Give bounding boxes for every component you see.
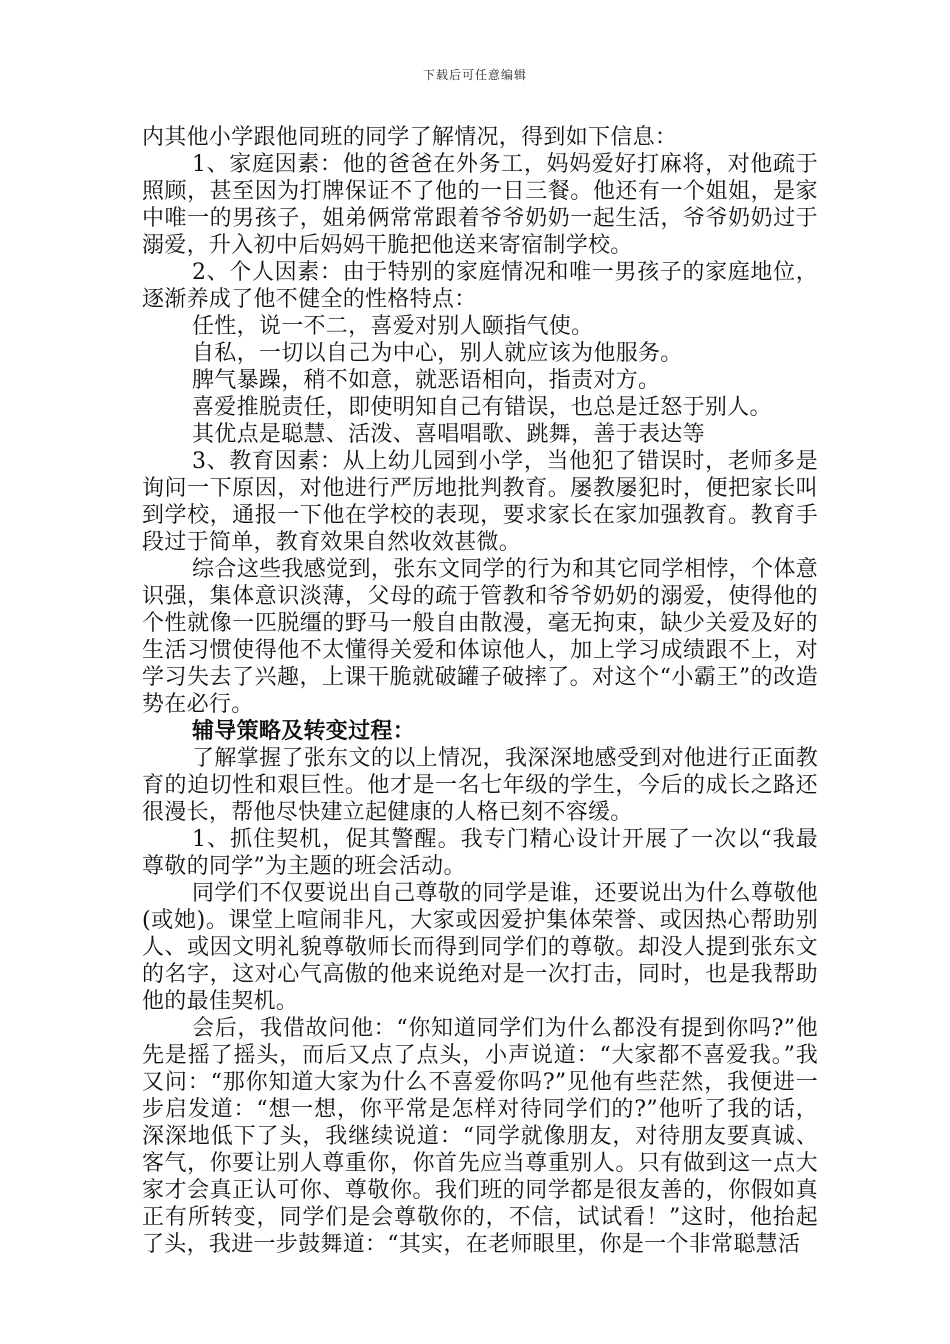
page-header: 下载后可任意编辑 [422,68,527,82]
paragraph: 会后，我借故问他：“你知道同学们为什么都没有提到你吗?”他先是摇了摇头，而后又点了点头，小声说道：“大家都不喜爱我。”我又问：“那你知道大家为什么不喜爱你吗?”见他有些茫然，我便进一步启发道：“想一想，你平常是怎样对待同学们的?”他听了我的话，深深地低下了头，我继续说道：“同学就像朋友，对待朋友要真诚、客气，你要让别人尊重你，你首先应当尊重别人。只有做到这一点大家才会真正认可你、尊敬你。我们班的同学都是很友善的，你假如真正有所转变，同学们是会尊敬你的，不信，试试看！”这时，他抬起了头，我进一步鼓舞道：“其实，在老师眼里，你是一个非常聪慧活 [142,1016,818,1257]
paragraph: 任性，说一不二，喜爱对别人颐指气使。 [192,314,594,339]
paragraph: 自私，一切以自己为中心，别人就应该为他服务。 [192,341,683,366]
paragraph: 内其他小学跟他同班的同学了解情况，得到如下信息： [142,125,678,150]
paragraph: 其优点是聪慧、活泼、喜唱唱歌、跳舞，善于表达等 [192,422,705,447]
paragraph: 综合这些我感觉到，张东文同学的行为和其它同学相悖，个体意识强，集体意识淡薄，父母的疏于管教和爷爷奶奶的溺爱，使得他的个性就像一匹脱缰的野马一般自由散漫，毫无拘束，缺少关爱及好的生活习惯使得他不太懂得关爱和体谅他人，加上学习成绩跟不上，对学习失去了兴趣，上课干脆就破罐子破摔了。对这个“小霸王”的改造势在必行。 [142,557,818,717]
paragraph: 1、抓住契机，促其警醒。我专门精心设计开展了一次以“我最尊敬的同学”为主题的班会活动。 [142,827,818,879]
paragraph: 2、个人因素：由于特别的家庭情况和唯一男孩子的家庭地位，逐渐养成了他不健全的性格特点： [142,260,818,312]
paragraph: 喜爱推脱责任，即使明知自己有错误，也总是迁怒于别人。 [192,395,772,420]
document-body [142,124,818,1258]
paragraph: 3、教育因素：从上幼儿园到小学，当他犯了错误时，老师多是询问一下原因，对他进行严厉地批判教育。屡教屡犯时，便把家长叫到学校，通报一下他在学校的表现，要求家长在家加强教育。教育手段过于简单，教育效果自然收效甚微。 [142,449,818,555]
section-heading: 辅导策略及转变过程： [192,718,416,744]
paragraph: 脾气暴躁，稍不如意，就恶语相向，指责对方。 [192,368,661,393]
paragraph: 同学们不仅要说出自己尊敬的同学是谁，还要说出为什么尊敬他(或她)。课堂上喧闹非凡，大家或因爱护集体荣誉、或因热心帮助别人、或因文明礼貌尊敬师长而得到同学们的尊敬。却没人提到张东文的名字，这对心气高傲的他来说绝对是一次打击，同时，也是我帮助他的最佳契机。 [142,881,818,1014]
paragraph: 1、家庭因素：他的爸爸在外务工，妈妈爱好打麻将，对他疏于照顾，甚至因为打牌保证不了他的一日三餐。他还有一个姐姐，是家中唯一的男孩子，姐弟俩常常跟着爷爷奶奶一起生活，爷爷奶奶过于溺爱，升入初中后妈妈干脆把他送来寄宿制学校。 [142,152,818,258]
paragraph: 了解掌握了张东文的以上情况，我深深地感受到对他进行正面教育的迫切性和艰巨性。他才是一名七年级的学生，今后的成长之路还很漫长，帮他尽快建立起健康的人格已刻不容缓。 [142,746,818,825]
